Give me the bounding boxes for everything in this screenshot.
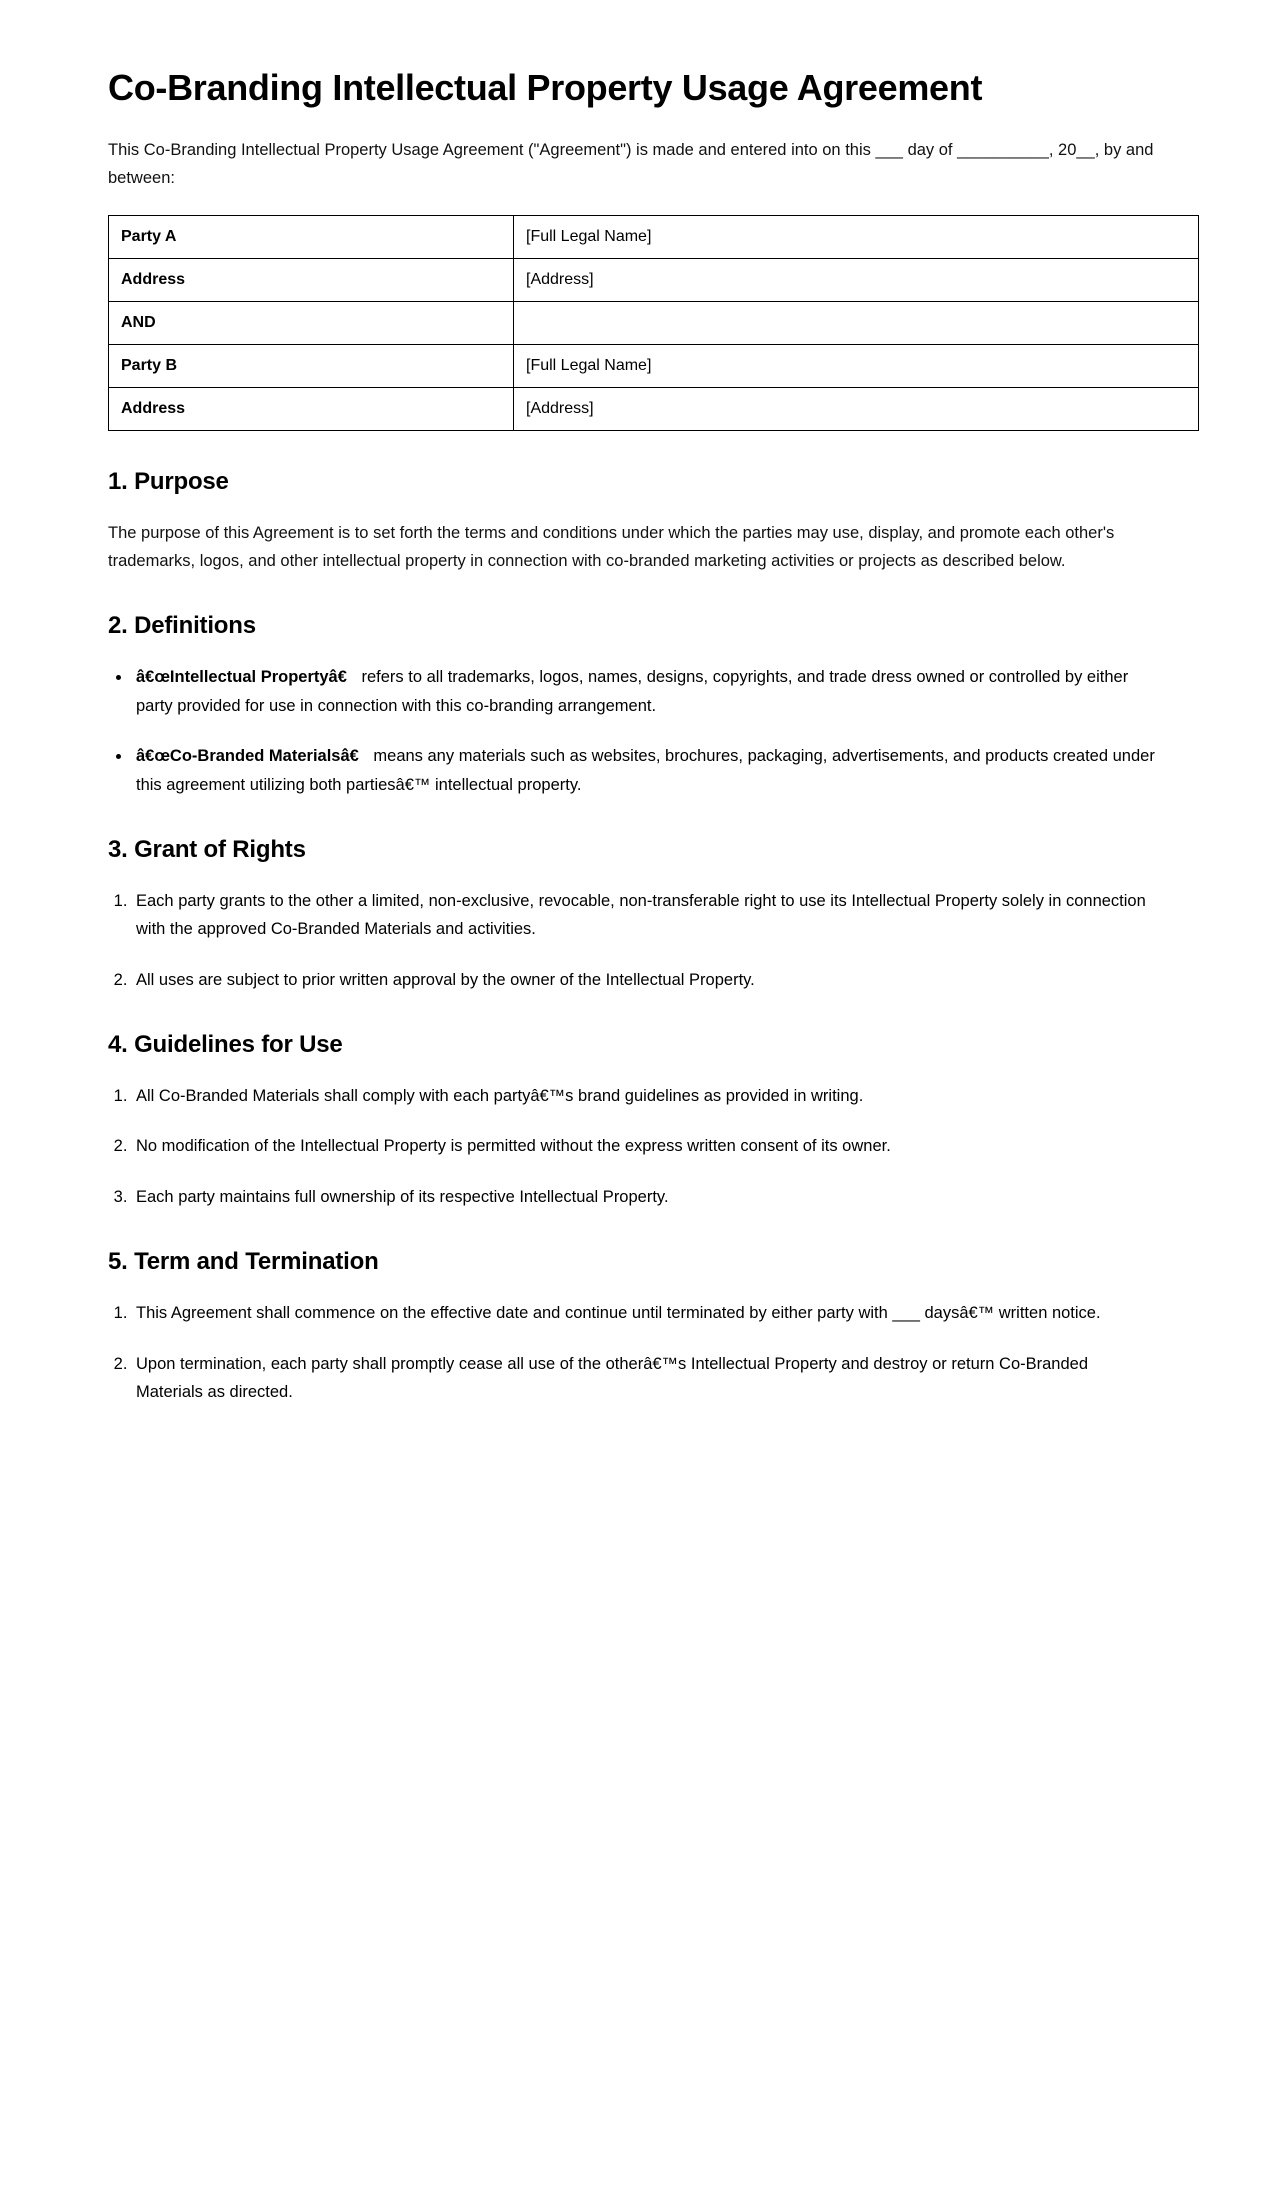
intro-paragraph: This Co-Branding Intellectual Property Usage Agreement ("Agreement") is made and entered into on this ___ day of __________, 20__, by and between: bbox=[108, 140, 1154, 188]
list-item: 2. Upon termination, each party shall promptly cease all use of the otherâ€™s Intellectual Property and destroy or return Co-Branded Materials as directed. bbox=[132, 1350, 1155, 1407]
term-and-termination-list bbox=[108, 1299, 1155, 1406]
table-row bbox=[109, 301, 1199, 344]
table-cell-value: [Full Legal Name] bbox=[514, 215, 1199, 258]
section-heading-guidelines-for-use: 4. Guidelines for Use bbox=[108, 1031, 343, 1059]
list-item bbox=[132, 663, 1155, 720]
definition-term: â€œCo-Branded Materialsâ€ bbox=[136, 747, 369, 766]
table-cell-label: Party A bbox=[109, 215, 514, 258]
table-cell-value: [Address] bbox=[514, 258, 1199, 301]
section-heading-term-and-termination: 5. Term and Termination bbox=[108, 1248, 379, 1276]
table-cell-label: Address bbox=[109, 387, 514, 430]
table-cell-label: Address bbox=[109, 258, 514, 301]
table-cell-label: Party B bbox=[109, 344, 514, 387]
section-heading-purpose: 1. Purpose bbox=[108, 467, 229, 495]
table-cell-value bbox=[514, 301, 1199, 344]
party-table-body bbox=[109, 215, 1199, 430]
definition-text: refers to all trademarks, logos, names, designs, copyrights, and trade dress owned or controlled by either party provided for use in connection with this co-branding arrangement. bbox=[136, 668, 1129, 715]
page-bottom-whitespace bbox=[108, 1428, 1155, 2128]
definition-text: means any materials such as websites, brochures, packaging, advertisements, and products created under this agreement utilizing both partiesâ€™ intellectual property. bbox=[136, 747, 1155, 794]
table-cell-value: [Address] bbox=[514, 387, 1199, 430]
table-cell-label: AND bbox=[109, 301, 514, 344]
party-details-table bbox=[108, 215, 1199, 431]
page-title: Co-Branding Intellectual Property Usage Agreement bbox=[108, 67, 983, 108]
guidelines-for-use-list bbox=[108, 1082, 1155, 1211]
list-item: 3. Each party maintains full ownership of its respective Intellectual Property. bbox=[132, 1183, 1155, 1211]
definition-term: â€œIntellectual Propertyâ€ bbox=[136, 668, 357, 687]
table-row bbox=[109, 258, 1199, 301]
section-heading-grant-of-rights: 3. Grant of Rights bbox=[108, 835, 306, 863]
table-row bbox=[109, 344, 1199, 387]
section-heading-definitions: 2. Definitions bbox=[108, 612, 256, 640]
list-item: 1. This Agreement shall commence on the effective date and continue until terminated by either party with ___ daysâ€™ written notice. bbox=[132, 1299, 1155, 1327]
list-item: 2. All uses are subject to prior written approval by the owner of the Intellectual Property. bbox=[132, 966, 1155, 994]
section-purpose-paragraph: The purpose of this Agreement is to set forth the terms and conditions under which the parties may use, display, and promote each other's trademarks, logos, and other intellectual property in connection with co-branded marketing activities or projects as described below. bbox=[108, 523, 1115, 571]
table-row bbox=[109, 387, 1199, 430]
grant-of-rights-list bbox=[108, 887, 1155, 994]
table-cell-value: [Full Legal Name] bbox=[514, 344, 1199, 387]
definitions-list bbox=[108, 663, 1155, 799]
list-item: 1. All Co-Branded Materials shall comply with each partyâ€™s brand guidelines as provided in writing. bbox=[132, 1082, 1155, 1110]
list-item: 1. Each party grants to the other a limited, non-exclusive, revocable, non-transferable right to use its Intellectual Property solely in connection with the approved Co-Branded Materials and activities. bbox=[132, 887, 1155, 944]
list-item: 2. No modification of the Intellectual Property is permitted without the express written consent of its owner. bbox=[132, 1132, 1155, 1160]
table-row bbox=[109, 215, 1199, 258]
list-item bbox=[132, 742, 1155, 799]
